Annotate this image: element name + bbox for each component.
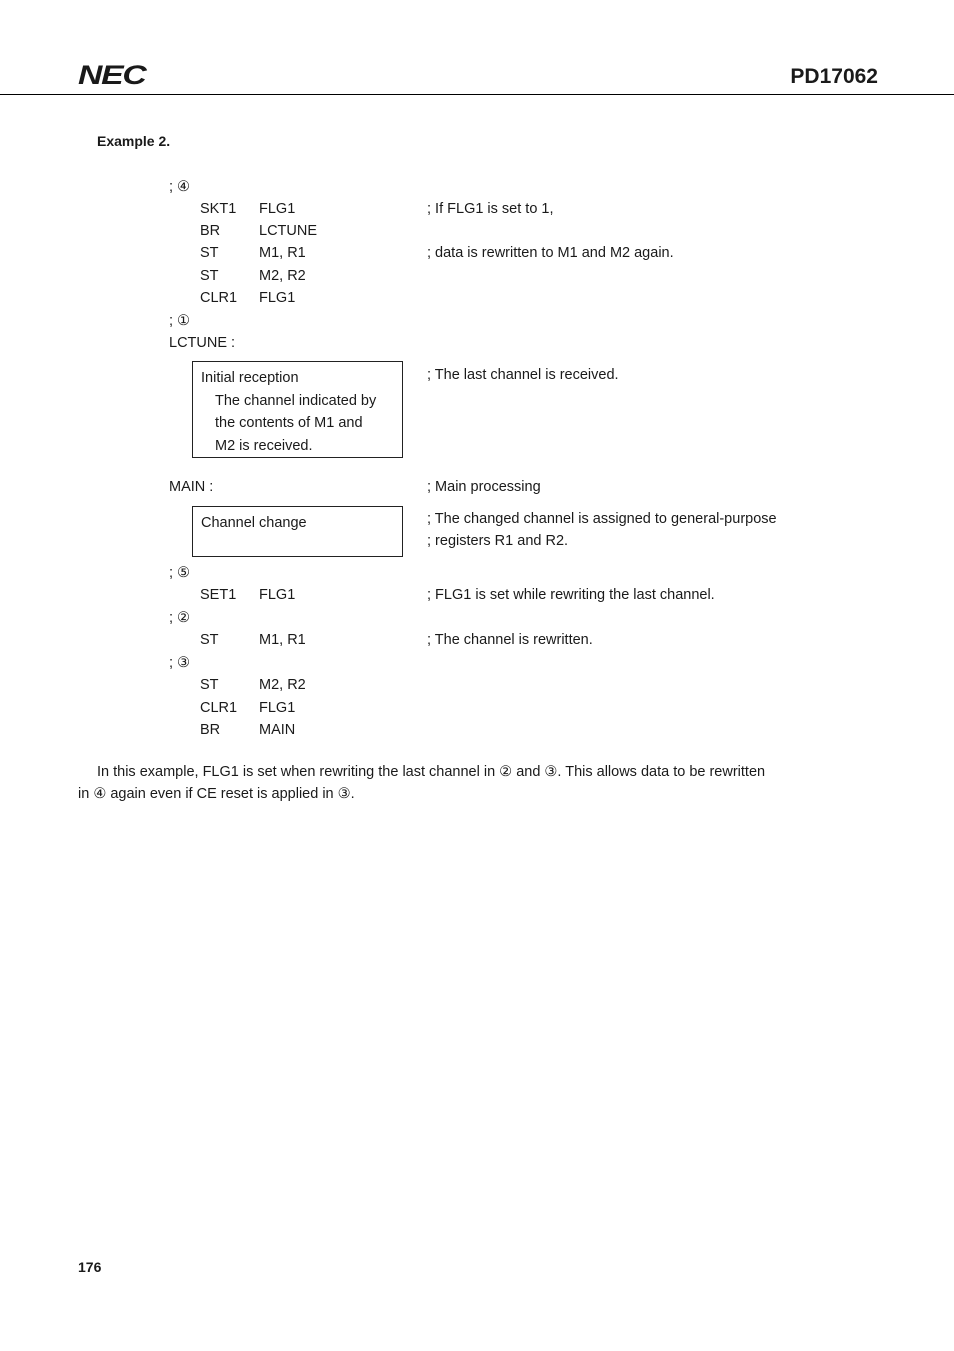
code-comment: ; Main processing [427,479,541,495]
code-comment: ; registers R1 and R2. [427,533,569,549]
code-arg: FLG1 [259,587,296,603]
initial-reception-box [192,361,403,458]
comment-marker-5: ; ⑤ [169,565,191,581]
paragraph-line-2: in ④ again even if CE reset is applied in ③. [78,786,355,802]
code-arg: FLG1 [259,700,296,716]
code-arg: LCTUNE [259,223,318,239]
code-arg: MAIN [259,722,296,738]
code-op: BR [200,722,221,738]
box-line: M2 is received. [215,437,313,454]
code-op: ST [200,268,219,284]
code-comment: ; The last channel is received. [427,367,619,383]
comment-marker-3: ; ③ [169,655,191,671]
code-arg: M1, R1 [259,632,306,648]
label-lctune: LCTUNE : [169,335,236,351]
code-arg: M2, R2 [259,677,306,693]
code-comment: ; The channel is rewritten. [427,632,593,648]
document-number: PD17062 [790,65,878,88]
code-comment: ; The changed channel is assigned to general-purpose [427,511,777,527]
channel-change-box [192,506,403,557]
code-arg: FLG1 [259,201,296,217]
header-rule [0,94,954,95]
label-main: MAIN : [169,479,214,495]
paragraph-line-1: In this example, FLG1 is set when rewriting the last channel in ② and ③. This allows data to be rewritten [97,764,766,780]
code-op: ST [200,632,219,648]
comment-marker-1: ; ① [169,313,191,329]
box-line: The channel indicated by [215,392,377,409]
nec-logo: NEC [78,60,146,90]
box-title: Initial reception [201,370,299,386]
code-comment: ; If FLG1 is set to 1, [427,201,554,217]
example-heading: Example 2. [97,133,171,149]
code-arg: M2, R2 [259,268,306,284]
box-line: the contents of M1 and [215,415,363,431]
code-comment: ; FLG1 is set while rewriting the last channel. [427,587,715,603]
code-op: CLR1 [200,700,238,716]
code-op: BR [200,223,221,239]
code-op: CLR1 [200,290,238,306]
code-comment: ; data is rewritten to M1 and M2 again. [427,245,674,261]
code-op: ST [200,245,219,261]
comment-marker-2: ; ② [169,610,191,626]
code-op: SET1 [200,587,237,603]
code-op: SKT1 [200,201,237,217]
comment-marker-4: ; ④ [169,179,191,195]
code-op: ST [200,677,219,693]
code-arg: M1, R1 [259,245,306,261]
code-arg: FLG1 [259,290,296,306]
box-title: Channel change [201,515,307,531]
page-number: 176 [78,1259,102,1275]
